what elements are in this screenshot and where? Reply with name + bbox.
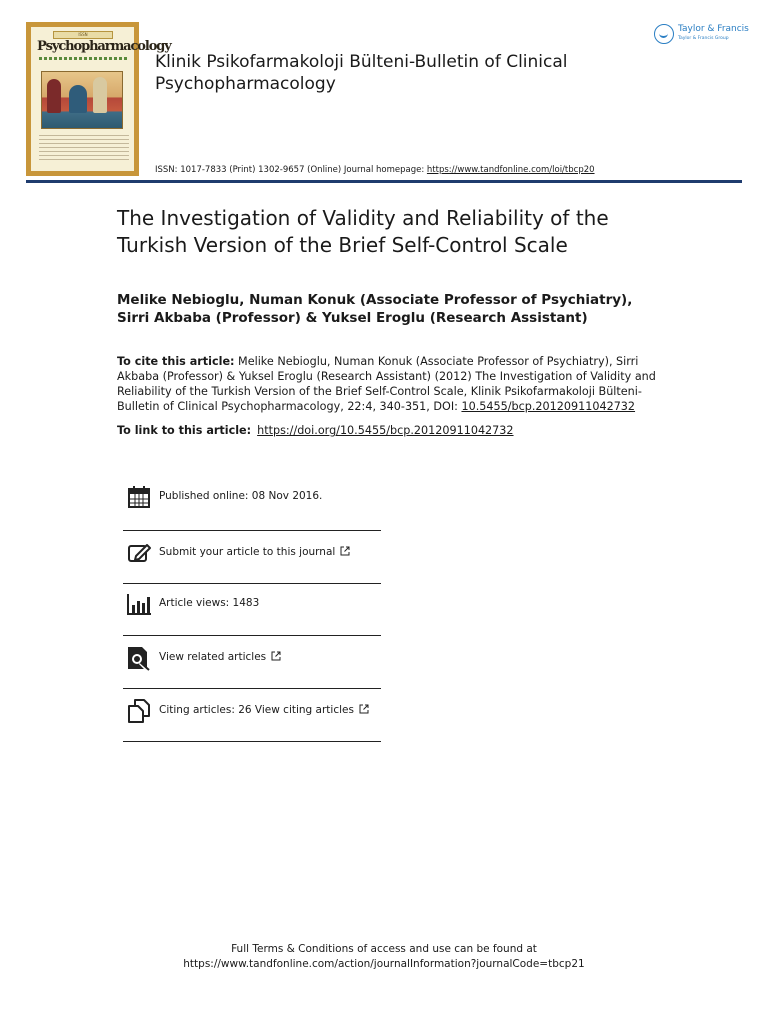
bar-chart-icon: [127, 592, 151, 616]
article-views-row: [123, 578, 381, 630]
publisher-group: Taylor & Francis Group: [678, 36, 729, 41]
header-divider: [26, 180, 742, 183]
published-online-row: [123, 471, 381, 523]
article-views-text: Article views: 1483: [159, 597, 260, 609]
article-doi-url-link[interactable]: https://doi.org/10.5455/bcp.20120911042732: [257, 424, 514, 437]
published-online-text: Published online: 08 Nov 2016.: [159, 490, 323, 502]
related-articles-link[interactable]: View related articles: [159, 651, 267, 663]
terms-text: Full Terms & Conditions of access and use can be found at: [231, 943, 537, 955]
issn-text: ISSN: 1017-7833 (Print) 1302-9657 (Online) Journal homepage:: [155, 165, 427, 175]
cite-text: Melike Nebioglu, Numan Konuk (Associate Professor of Psychiatry), Sirri Akbaba (Professor) & Yuksel Eroglu (Research Assistant) (2012) The Investigation of Validity and Reliability of the Turkish Version of the Brief Self-Control Scale, Klinik Psikofarmakoloji Bülteni-Bulletin of Clinical Psychopharmacology, 22:4, 340-351, DOI:: [117, 355, 656, 413]
journal-title: Klinik Psikofarmakoloji Bülteni-Bulletin of Clinical Psychopharmacology: [155, 52, 568, 94]
link-label: To link to this article:: [117, 424, 252, 437]
doi-link[interactable]: 10.5455/bcp.20120911042732: [461, 400, 636, 413]
journal-cover-image: [26, 22, 171, 176]
terms-url-link[interactable]: https://www.tandfonline.com/action/journalInformation?journalCode=tbcp21: [183, 958, 585, 970]
publisher-logo: [654, 22, 749, 46]
calendar-icon: [127, 485, 151, 509]
submit-article-row[interactable]: [123, 527, 381, 579]
terms-footer: [0, 942, 768, 972]
cite-label: To cite this article:: [117, 355, 235, 368]
search-document-icon: [127, 646, 151, 670]
related-articles-row[interactable]: [123, 632, 381, 684]
cover-title: Psychopharmacology: [37, 39, 171, 54]
copy-documents-icon: [127, 699, 151, 723]
publisher-name: Taylor & Francis: [678, 24, 749, 34]
external-link-icon: [359, 704, 369, 714]
taylor-francis-logo-icon: [654, 24, 674, 44]
external-link-icon: [271, 651, 281, 661]
citing-articles-link[interactable]: Citing articles: 26 View citing articles: [159, 704, 354, 716]
issn-line: [155, 165, 595, 175]
edit-icon: [127, 541, 151, 565]
article-authors: Melike Nebioglu, Numan Konuk (Associate Professor of Psychiatry), Sirri Akbaba (Professor) & Yuksel Eroglu (Research Assistant): [117, 292, 633, 326]
article-link-block: [117, 423, 662, 438]
external-link-icon: [340, 546, 350, 556]
article-title: The Investigation of Validity and Reliability of the Turkish Version of the Brief Self-Control Scale: [117, 206, 609, 257]
divider: [123, 741, 381, 742]
citing-articles-row[interactable]: [123, 685, 381, 737]
journal-homepage-link[interactable]: https://www.tandfonline.com/loi/tbcp20: [426, 165, 595, 175]
cover-badge: ISSN: [53, 31, 113, 39]
submit-article-link[interactable]: Submit your article to this journal: [159, 546, 336, 558]
citation-block: [117, 354, 662, 414]
